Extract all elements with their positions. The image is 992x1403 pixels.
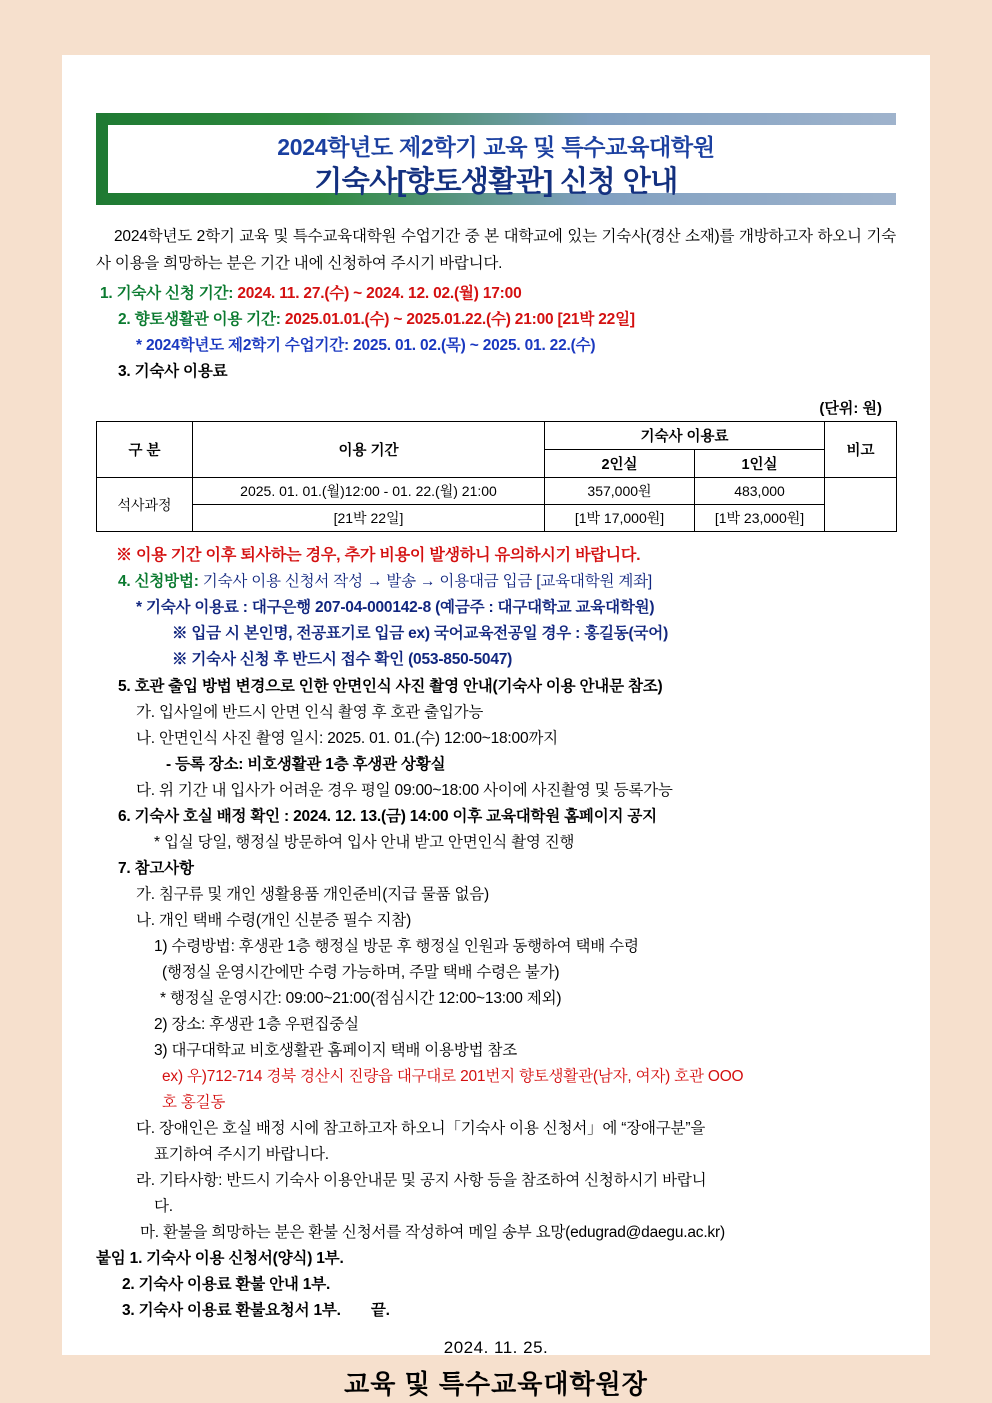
section-4 [118,569,896,595]
example-text-2: 호 홍길동 [162,1094,226,1111]
section-4-sub-3 [172,647,896,673]
cell-period-line2: [21박 22일] [193,505,545,532]
cell-division: 석사과정 [97,478,193,532]
table-row-second-line [97,505,897,532]
section-4-body: 기숙사 이용 신청서 작성 → 발송 → 이용대금 입금 [교육대학원 계좌] [202,573,653,591]
cell-fee1-line2: [1박 23,000원] [695,505,825,532]
item-2-note [136,333,896,359]
th-period: 이용 기간 [193,422,545,478]
th-fee: 기숙사 이용료 [545,422,825,450]
table-header-row-1 [97,422,897,450]
section-4-label: 4. 신청방법: [118,573,199,591]
section-7-b-1: 1) 수령방법: 후생관 1층 행정실 방문 후 행정실 인원과 동행하여 택배 수령 [154,937,639,955]
table-unit-label: (단위: 원) [819,400,882,418]
fee-table [96,421,897,532]
section-5-b-sub [166,752,896,778]
item-2-value: 2025.01.01.(수) ~ 2025.01.22.(수) 21:00 [21박 22일] [284,311,635,329]
section-7-c-line2: 표기하여 주시기 바랍니다. [154,1146,329,1164]
item-1 [100,281,896,307]
section-7-b-3-example-line1 [162,1064,896,1090]
section-7-b-1-note: * 행정실 운영시간: 09:00~21:00(점심시간 12:00~13:00 제외) [160,989,562,1007]
attachments-line-3 [122,1298,896,1324]
cell-fee1-line1: 483,000 [695,478,825,505]
cell-fee2-line2: [1박 17,000원] [545,505,695,532]
section-4-sub-2-text: ※ 입금 시 본인명, 전공표기로 입금 ex) 국어교육전공일 경우 : 홍길동(국어) [172,625,669,643]
item-3-label: 3. 기숙사 이용료 [118,363,228,381]
th-fee-double: 2인실 [545,450,695,478]
section-5-b: 나. 안면인식 사진 촬영 일시: 2025. 01. 01.(수) 12:00~18:00까지 [136,729,558,747]
attachment-3: 3. 기숙사 이용료 환불요청서 1부. [122,1302,341,1320]
item-2 [118,307,896,333]
section-6-sub: * 입실 당일, 행정실 방문하여 입사 안내 받고 안면인식 촬영 진행 [154,833,575,851]
section-5-label: 5. 호관 출입 방법 변경으로 인한 안면인식 사진 촬영 안내(기숙사 이용 안내문 참조) [118,677,663,695]
section-7-c-line1: 다. 장애인은 호실 배정 시에 참고하고자 하오니「기숙사 이용 신청서」에 “장애구분”을 [136,1120,706,1138]
section-7-a: 가. 침구류 및 개인 생활용품 개인준비(지급 물품 없음) [136,885,490,903]
th-fee-single: 1인실 [695,450,825,478]
document-page [62,55,930,1400]
item-1-label: 1. 기숙사 신청 기간: [100,285,234,303]
signature-title: 교육 및 특수교육대학원장 [344,1369,648,1400]
attachments-label: 붙임 1. 기숙사 이용 신청서(양식) 1부. [96,1250,344,1268]
section-5-b-sub-text: - 등록 장소: 비호생활관 1층 후생관 상황실 [166,755,446,773]
section-7-b-3-example-line2 [162,1090,896,1116]
item-2-note-text: * 2024학년도 제2학기 수업기간: 2025. 01. 02.(목) ~ 2025. 01. 22.(수) [136,337,596,355]
warning-notice: ※ 이용 기간 이후 퇴사하는 경우, 추가 비용이 발생하니 유의하시기 바랍니다. [116,547,641,565]
section-7-d-line2: 다. [154,1198,173,1216]
example-text-1: ex) 우)712-714 경북 경산시 진량읍 대구대로 201번지 향토생활관(남자, 여자) 호관 OOO [162,1067,744,1085]
section-4-sub-1 [136,595,896,621]
signature-date: 2024. 11. 25. [443,1338,549,1358]
section-5 [118,674,896,700]
cell-period-line1: 2025. 01. 01.(월)12:00 - 01. 22.(월) 21:00 [193,478,545,505]
document-inner [96,55,896,1401]
cell-fee2-line1: 357,000원 [545,478,695,505]
section-7-b-3: 3) 대구대학교 비호생활관 홈페이지 택배 이용방법 참조 [154,1041,518,1059]
table-row [97,478,897,505]
banner-top-bar [96,113,896,125]
item-1-value: 2024. 11. 27.(수) ~ 2024. 12. 02.(월) 17:00 [237,285,522,303]
section-4-sub-2 [172,621,896,647]
cell-remark [825,478,897,532]
section-7 [118,856,896,882]
item-3 [118,359,896,385]
section-7-b-2: 2) 장소: 후생관 1층 우편집중실 [154,1015,359,1033]
item-2-label: 2. 향토생활관 이용 기간: [118,311,281,329]
section-4-sub-3-text: ※ 기숙사 신청 후 반드시 접수 확인 (053-850-5047) [172,651,513,669]
document-title: 기숙사[향토생활관] 신청 안내 [314,166,678,198]
section-5-a: 가. 입사일에 반드시 안면 인식 촬영 후 호관 출입가능 [136,703,484,721]
attachments-line-1 [96,1246,896,1272]
th-division: 구 분 [97,422,193,478]
end-mark: 끝. [370,1302,390,1320]
section-6 [118,804,896,830]
th-remark: 비고 [825,422,897,478]
document-subtitle: 2024학년도 제2학기 교육 및 특수교육대학원 [277,134,715,160]
attachments-line-2 [122,1272,896,1298]
section-7-b-1-cont: (행정실 운영시간에만 수령 가능하며, 주말 택배 수령은 불가) [162,963,560,981]
header-banner [96,113,896,205]
attachment-2: 2. 기숙사 이용료 환불 안내 1부. [122,1276,331,1294]
section-7-e: 마. 환불을 희망하는 분은 환불 신청서를 작성하여 메일 송부 요망(edugrad@daegu.ac.kr) [140,1224,725,1242]
intro-paragraph: 2024학년도 2학기 교육 및 특수교육대학원 수업기간 중 본 대학교에 있는 기숙사(경산 소재)를 개방하고자 하오니 기숙사 이용을 희망하는 분은 기간 내에 신청하여 주시기 바랍니다. [96,228,896,273]
section-7-label: 7. 참고사항 [118,859,194,877]
section-5-c: 다. 위 기간 내 입사가 어려운 경우 평일 09:00~18:00 사이에 사진촬영 및 등록가능 [136,781,673,799]
section-7-d-line1: 라. 기타사항: 반드시 기숙사 이용안내문 및 공지 사항 등을 참조하여 신청하시기 바랍니 [136,1172,707,1190]
section-7-b: 나. 개인 택배 수령(개인 신분증 필수 지참) [136,911,412,929]
section-4-sub-1-text: * 기숙사 이용료 : 대구은행 207-04-000142-8 (예금주 : 대구대학교 교육대학원) [136,599,655,617]
section-6-label: 6. 기숙사 호실 배정 확인 : 2024. 12. 13.(금) 14:00 이후 교육대학원 홈페이지 공지 [118,807,657,825]
